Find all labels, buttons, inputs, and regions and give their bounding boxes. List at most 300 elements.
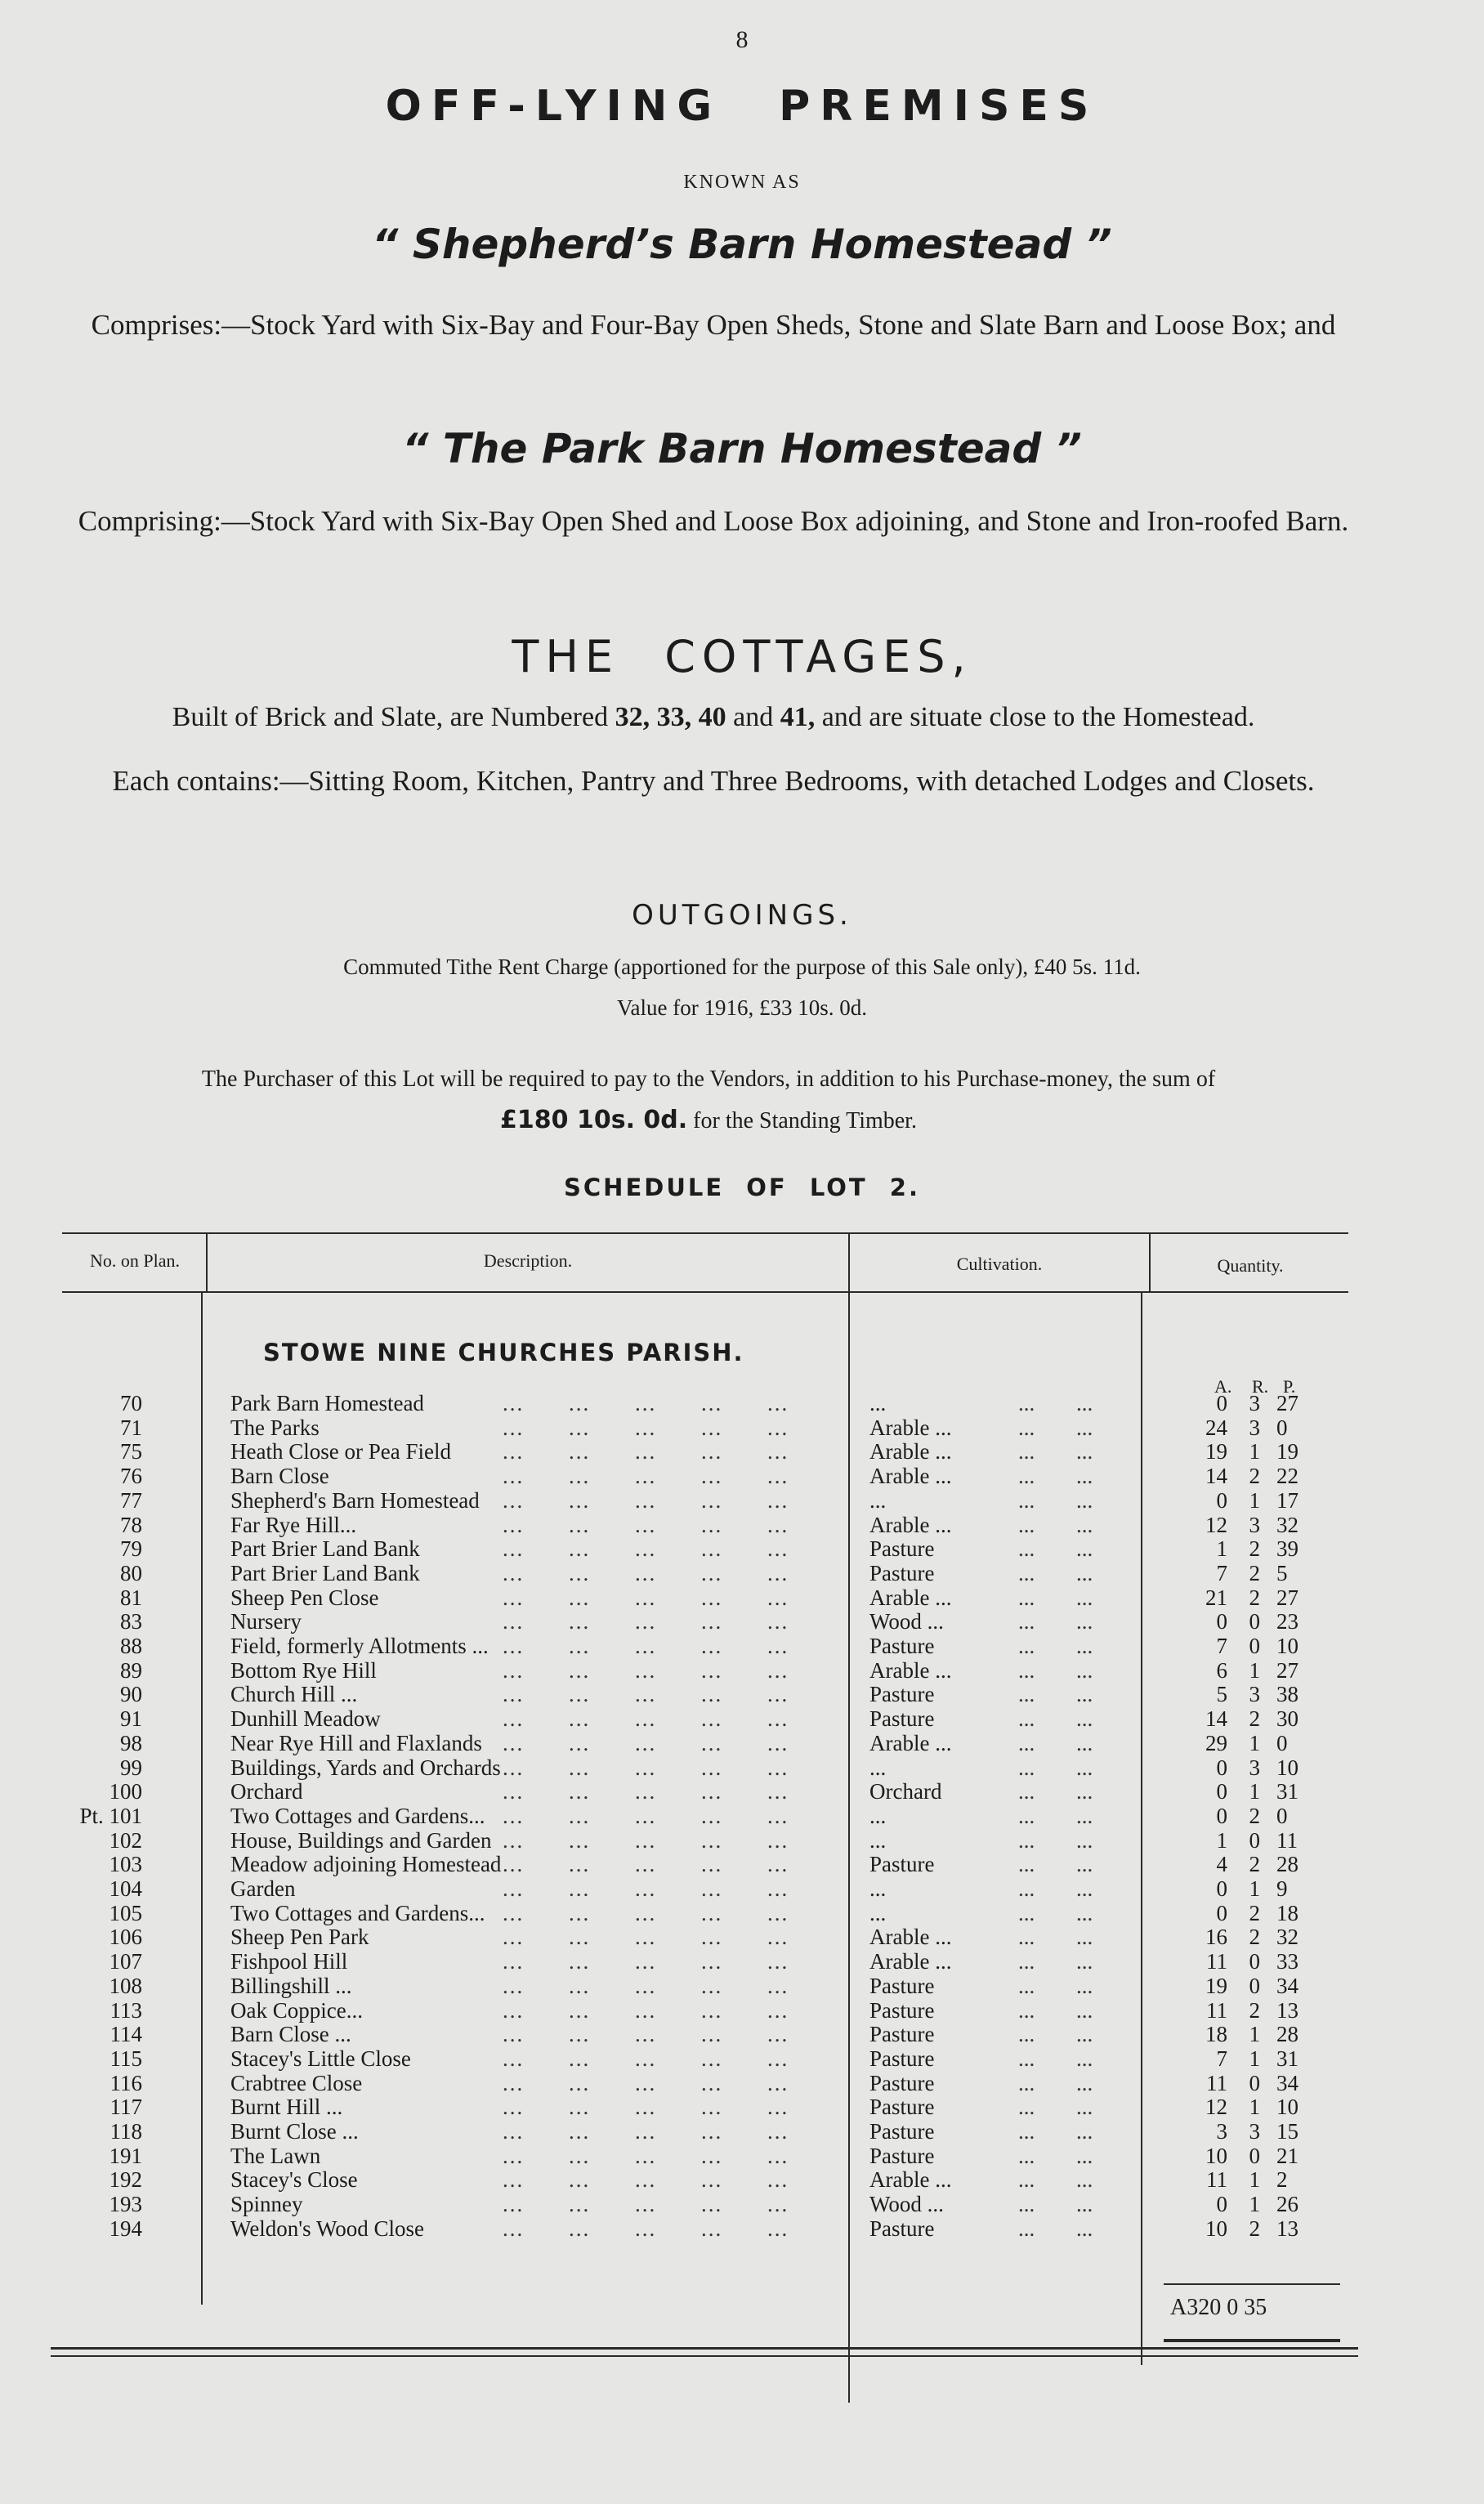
plan-number: 79: [120, 1536, 142, 1562]
row-description: Two Cottages and Gardens...: [230, 1900, 485, 1925]
quantity-perches: 5: [1276, 1560, 1288, 1585]
header-description: Description.: [483, 1250, 573, 1271]
leader-dots: ... ... ... ... ...: [503, 1852, 789, 1877]
quantity-perches: 21: [1276, 2143, 1298, 2168]
leader-dots: ... ...: [1018, 2192, 1093, 2217]
leader-dots: ... ...: [1018, 2216, 1093, 2241]
row-description: Two Cottages and Gardens...: [230, 1803, 485, 1828]
table-row: [0, 1731, 1484, 1755]
row-description: Stacey's Little Close: [230, 2046, 411, 2071]
quantity-acres: 4: [1216, 1852, 1227, 1877]
quantity-acres: 11: [1206, 2167, 1227, 2193]
row-description: Billingshill ...: [230, 1973, 352, 1998]
leader-dots: ... ...: [1018, 1973, 1093, 1998]
table-row: [0, 1561, 1484, 1585]
row-description: Shepherd's Barn Homestead: [230, 1487, 480, 1513]
plan-number: 102: [109, 1827, 142, 1853]
leader-dots: ... ...: [1018, 1876, 1093, 1901]
quantity-roods: 2: [1249, 1536, 1260, 1562]
tithe-line: Commuted Tithe Rent Charge (apportioned for the purpose of this Sale only), £40 5s. 11d.: [343, 955, 1141, 979]
purchaser-paragraph: [65, 1059, 1352, 1142]
row-cultivation: ...: [869, 1803, 887, 1828]
leader-dots: ... ... ... ... ...: [503, 2167, 789, 2193]
row-cultivation: Pasture: [869, 1560, 935, 1585]
leader-dots: ... ...: [1018, 1706, 1093, 1732]
row-cultivation: ...: [869, 1900, 887, 1925]
quantity-roods: 2: [1249, 1997, 1260, 2023]
row-cultivation: Wood ...: [869, 1609, 944, 1634]
quantity-roods: 1: [1249, 1657, 1260, 1683]
row-cultivation: Arable ...: [869, 1925, 952, 1950]
row-cultivation: Pasture: [869, 2046, 935, 2071]
leader-dots: ... ... ... ... ...: [503, 1925, 789, 1950]
leader-dots: ... ... ... ... ...: [503, 1682, 789, 1707]
plan-number: 107: [109, 1949, 142, 1974]
quantity-perches: 32: [1276, 1925, 1298, 1950]
quantity-acres: 16: [1205, 1925, 1227, 1950]
leader-dots: ... ... ... ... ...: [503, 2022, 789, 2047]
plan-number: 192: [109, 2167, 142, 2193]
quantity-roods: 3: [1249, 1512, 1260, 1537]
table-row: [0, 1876, 1484, 1901]
row-description: Orchard: [230, 1779, 303, 1804]
leader-dots: ... ...: [1018, 1487, 1093, 1513]
quantity-acres: 1: [1216, 1827, 1227, 1853]
quantity-perches: 10: [1276, 1634, 1298, 1658]
leader-dots: ... ... ... ... ...: [503, 1415, 789, 1440]
leader-dots: ... ... ... ... ...: [503, 2070, 789, 2095]
row-cultivation: Arable ...: [869, 1949, 952, 1974]
quantity-acres: 0: [1216, 1755, 1227, 1780]
shepherds-barn-heading: “ Shepherd’s Barn Homestead ”: [372, 221, 1112, 268]
leader-dots: ... ... ... ... ...: [503, 1657, 789, 1683]
leader-dots: ... ...: [1018, 1682, 1093, 1707]
quantity-perches: 23: [1276, 1609, 1298, 1634]
row-description: The Lawn: [230, 2143, 321, 2168]
quantity-roods: 1: [1249, 1439, 1260, 1464]
row-cultivation: Arable ...: [869, 1730, 952, 1755]
quantity-roods: 1: [1249, 2167, 1260, 2193]
row-description: Stacey's Close: [230, 2167, 358, 2193]
table-row: [0, 1585, 1484, 1610]
header-cultivation: Cultivation.: [956, 1254, 1043, 1274]
leader-dots: ... ...: [1018, 1415, 1093, 1440]
total-double-rule: [1164, 2339, 1340, 2342]
row-description: Barn Close: [230, 1464, 329, 1489]
quantity-perches: 33: [1276, 1949, 1298, 1974]
quantity-roods: 2: [1249, 1560, 1260, 1585]
table-row: [0, 2022, 1484, 2046]
row-cultivation: Pasture: [869, 2143, 935, 2168]
purchaser-text-post: for the Standing Timber.: [687, 1108, 917, 1134]
quantity-acres: 18: [1205, 2022, 1227, 2047]
leader-dots: ... ... ... ... ...: [503, 1439, 789, 1464]
leader-dots: ... ... ... ... ...: [503, 1949, 789, 1974]
quantity-perches: 39: [1276, 1536, 1298, 1562]
quantity-roods: 0: [1249, 1949, 1260, 1974]
table-top-rule: [62, 1232, 1348, 1234]
leader-dots: ... ... ... ... ...: [503, 1391, 789, 1415]
row-cultivation: Arable ...: [869, 1439, 952, 1464]
row-cultivation: Pasture: [869, 1536, 935, 1562]
table-row: [0, 1439, 1484, 1464]
leader-dots: ... ...: [1018, 1900, 1093, 1925]
row-description: Dunhill Meadow: [230, 1706, 381, 1732]
value-line: Value for 1916, £33 10s. 0d.: [617, 995, 867, 1020]
quantity-acres: 1: [1216, 1536, 1227, 1562]
leader-dots: ... ...: [1018, 1827, 1093, 1853]
leader-dots: ... ...: [1018, 1755, 1093, 1780]
row-description: Part Brier Land Bank: [230, 1536, 420, 1562]
quantity-perches: 13: [1276, 2216, 1298, 2241]
quantity-perches: 2: [1276, 2167, 1288, 2193]
row-cultivation: Arable ...: [869, 1585, 952, 1610]
quantity-acres: 21: [1205, 1585, 1227, 1610]
plan-number: 80: [120, 1560, 142, 1585]
row-cultivation: Orchard: [869, 1779, 942, 1804]
quantity-roods: 1: [1249, 2046, 1260, 2071]
table-row: [0, 1513, 1484, 1537]
plan-number: 99: [120, 1755, 142, 1780]
row-cultivation: Pasture: [869, 2216, 935, 2241]
table-row: [0, 1536, 1484, 1561]
row-cultivation: ...: [869, 1391, 887, 1415]
quantity-roods: 2: [1249, 1852, 1260, 1877]
park-barn-heading: “ The Park Barn Homestead ”: [402, 425, 1082, 472]
row-description: Buildings, Yards and Orchards: [230, 1755, 501, 1780]
table-row: [0, 1852, 1484, 1876]
row-description: Far Rye Hill...: [230, 1512, 357, 1537]
quantity-perches: 27: [1276, 1657, 1298, 1683]
cottages-contents-paragraph: Each contains:—Sitting Room, Kitchen, Pantry and Three Bedrooms, with detached Lodges and Closets.: [112, 765, 1315, 797]
quantity-perches: 10: [1276, 1755, 1298, 1780]
quantity-acres: 29: [1205, 1730, 1227, 1755]
quantity-roods: 1: [1249, 1487, 1260, 1513]
leader-dots: ... ... ... ... ...: [503, 1900, 789, 1925]
leader-dots: ... ...: [1018, 2046, 1093, 2071]
leader-dots: ... ...: [1018, 1609, 1093, 1634]
row-description: House, Buildings and Garden: [230, 1827, 492, 1853]
leader-dots: ... ...: [1018, 1730, 1093, 1755]
row-description: Barn Close ...: [230, 2022, 351, 2047]
total-rule: [1164, 2283, 1340, 2285]
row-description: Bottom Rye Hill: [230, 1657, 377, 1683]
table-row: [0, 2167, 1484, 2192]
row-cultivation: Pasture: [869, 1852, 935, 1877]
cottage-numbers-1: 32, 33, 40: [615, 702, 726, 732]
header-quantity: Quantity.: [1217, 1255, 1284, 1276]
quantity-roods: 1: [1249, 2022, 1260, 2047]
quantity-roods: 3: [1249, 1682, 1260, 1707]
table-row: [0, 2095, 1484, 2119]
leader-dots: ... ...: [1018, 2095, 1093, 2120]
leader-dots: ... ... ... ... ...: [503, 2046, 789, 2071]
cottages-text-pre: Built of Brick and Slate, are Numbered: [172, 702, 615, 732]
table-row: [0, 1391, 1484, 1415]
column-divider-1: [206, 1234, 208, 1291]
shepherds-barn-description: Comprises:—Stock Yard with Six-Bay and Four-Bay Open Sheds, Stone and Slate Barn and Loose Box; and: [91, 309, 1336, 341]
row-cultivation: Arable ...: [869, 1657, 952, 1683]
quantity-roods: 0: [1249, 1609, 1260, 1634]
plan-number: 71: [120, 1415, 142, 1440]
plan-number: 105: [109, 1900, 142, 1925]
table-row: [0, 1464, 1484, 1488]
schedule-title: SCHEDULE OF LOT 2.: [564, 1174, 920, 1201]
quantity-perches: 0: [1276, 1803, 1288, 1828]
leader-dots: ... ... ... ... ...: [503, 1560, 789, 1585]
row-description: Oak Coppice...: [230, 1997, 363, 2023]
table-row: [0, 1925, 1484, 1949]
quantity-perches: 18: [1276, 1900, 1298, 1925]
leader-dots: ... ... ... ... ...: [503, 1876, 789, 1901]
plan-number: 114: [110, 2022, 142, 2047]
row-cultivation: Pasture: [869, 2119, 935, 2144]
row-cultivation: Pasture: [869, 1706, 935, 1732]
table-row: [0, 1804, 1484, 1828]
quantity-roods: 2: [1249, 1803, 1260, 1828]
row-description: Burnt Close ...: [230, 2119, 359, 2144]
quantity-acres: 24: [1205, 1415, 1227, 1440]
quantity-roods: 3: [1249, 1391, 1260, 1415]
quantity-acres: 11: [1206, 2070, 1227, 2095]
plan-number: 191: [109, 2143, 142, 2168]
quantity-roods: 0: [1249, 2143, 1260, 2168]
quantity-roods: 2: [1249, 1900, 1260, 1925]
leader-dots: ... ...: [1018, 2119, 1093, 2144]
leader-dots: ... ... ... ... ...: [503, 1634, 789, 1658]
quantity-perches: 10: [1276, 2095, 1298, 2120]
leader-dots: ... ...: [1018, 1512, 1093, 1537]
row-description: Weldon's Wood Close: [230, 2216, 425, 2241]
quantity-acres: 0: [1216, 1779, 1227, 1804]
leader-dots: ... ... ... ... ...: [503, 2143, 789, 2168]
plan-number: 104: [109, 1876, 142, 1901]
table-row: [0, 1488, 1484, 1513]
table-row: [0, 1682, 1484, 1706]
table-row: [0, 1949, 1484, 1974]
row-cultivation: ...: [869, 1487, 887, 1513]
table-row: [0, 1658, 1484, 1683]
quantity-perches: 28: [1276, 2022, 1298, 2047]
plan-number: 116: [110, 2070, 142, 2095]
plan-number: 103: [109, 1852, 142, 1877]
plan-number: 115: [110, 2046, 142, 2071]
column-divider-3: [1149, 1234, 1151, 1291]
quantity-perches: 34: [1276, 2070, 1298, 2095]
table-row: [0, 1755, 1484, 1780]
quantity-acres: 5: [1216, 1682, 1227, 1707]
row-description: Meadow adjoining Homestead: [230, 1852, 502, 1877]
plan-number: 88: [120, 1634, 142, 1658]
plan-number: 83: [120, 1609, 142, 1634]
quantity-roods: 0: [1249, 1827, 1260, 1853]
row-cultivation: Pasture: [869, 2022, 935, 2047]
plan-number: 76: [120, 1464, 142, 1489]
plan-number: Pt. 101: [79, 1803, 142, 1828]
table-row: [0, 2144, 1484, 2168]
row-description: Park Barn Homestead: [230, 1391, 424, 1415]
leader-dots: ... ... ... ... ...: [503, 1487, 789, 1513]
quantity-roods: 1: [1249, 2192, 1260, 2217]
quantity-acres: 0: [1216, 1391, 1227, 1415]
leader-dots: ... ...: [1018, 1391, 1093, 1415]
quantity-roods: 2: [1249, 1706, 1260, 1732]
plan-number: 90: [120, 1682, 142, 1707]
row-description: Church Hill ...: [230, 1682, 358, 1707]
quantity-perches: 22: [1276, 1464, 1298, 1489]
quantity-roods: 2: [1249, 1925, 1260, 1950]
leader-dots: ... ...: [1018, 1585, 1093, 1610]
quantity-perches: 11: [1276, 1827, 1298, 1853]
table-row: [0, 1609, 1484, 1634]
row-description: Field, formerly Allotments ...: [230, 1634, 489, 1658]
plan-number: 91: [120, 1706, 142, 1732]
table-bottom-rule-1: [51, 2347, 1358, 2350]
table-header-rule: [62, 1291, 1348, 1293]
quantity-acres: 6: [1216, 1657, 1227, 1683]
row-description: Spinney: [230, 2192, 303, 2217]
leader-dots: ... ...: [1018, 2070, 1093, 2095]
plan-number: 100: [109, 1779, 142, 1804]
plan-number: 75: [120, 1439, 142, 1464]
table-row: [0, 2071, 1484, 2095]
quantity-perches: 26: [1276, 2192, 1298, 2217]
row-description: Crabtree Close: [230, 2070, 363, 2095]
plan-number: 98: [120, 1730, 142, 1755]
row-cultivation: Pasture: [869, 1973, 935, 1998]
leader-dots: ... ... ... ... ...: [503, 1755, 789, 1780]
header-no-on-plan: No. on Plan.: [90, 1250, 180, 1271]
row-cultivation: Pasture: [869, 1682, 935, 1707]
row-cultivation: Pasture: [869, 1997, 935, 2023]
quantity-roods: 1: [1249, 2095, 1260, 2120]
quantity-acres: 0: [1216, 1803, 1227, 1828]
table-row: [0, 1828, 1484, 1853]
row-cultivation: ...: [869, 1827, 887, 1853]
quantity-acres: 12: [1205, 1512, 1227, 1537]
row-description: Sheep Pen Close: [230, 1585, 379, 1610]
row-description: The Parks: [230, 1415, 320, 1440]
leader-dots: ... ... ... ... ...: [503, 2095, 789, 2120]
leader-dots: ... ...: [1018, 1439, 1093, 1464]
quantity-perches: 38: [1276, 1682, 1298, 1707]
quantity-roods: 2: [1249, 1464, 1260, 1489]
leader-dots: ... ... ... ... ...: [503, 1997, 789, 2023]
leader-dots: ... ... ... ... ...: [503, 2119, 789, 2144]
parish-heading: STOWE NINE CHURCHES PARISH.: [263, 1339, 744, 1366]
plan-number: 77: [120, 1487, 142, 1513]
row-cultivation: ...: [869, 1755, 887, 1780]
cottages-text-and: and: [726, 702, 780, 732]
leader-dots: ... ...: [1018, 2167, 1093, 2193]
plan-number: 118: [110, 2119, 142, 2144]
leader-dots: ... ... ... ... ...: [503, 1803, 789, 1828]
quantity-roods: 0: [1249, 2070, 1260, 2095]
cottages-heading: THE COTTAGES,: [512, 631, 972, 682]
table-row: [0, 1415, 1484, 1440]
quantity-perches: 27: [1276, 1391, 1298, 1415]
leader-dots: ... ...: [1018, 1779, 1093, 1804]
table-row: [0, 1634, 1484, 1658]
leader-dots: ... ...: [1018, 1925, 1093, 1950]
leader-dots: ... ...: [1018, 1634, 1093, 1658]
total-quantity: A320 0 35: [1170, 2295, 1267, 2320]
leader-dots: ... ...: [1018, 1852, 1093, 1877]
quantity-perches: 13: [1276, 1997, 1298, 2023]
quantity-acres: 0: [1216, 1876, 1227, 1901]
quantity-perches: 34: [1276, 1973, 1298, 1998]
quantity-roods: 1: [1249, 1730, 1260, 1755]
quantity-roods: 3: [1249, 2119, 1260, 2144]
leader-dots: ... ... ... ... ...: [503, 1464, 789, 1489]
quantity-acres: 0: [1216, 2192, 1227, 2217]
leader-dots: ... ... ... ... ...: [503, 1585, 789, 1610]
leader-dots: ... ... ... ... ...: [503, 2216, 789, 2241]
quantity-perches: 30: [1276, 1706, 1298, 1732]
leader-dots: ... ... ... ... ...: [503, 1779, 789, 1804]
quantity-acres: 0: [1216, 1900, 1227, 1925]
plan-number: 193: [109, 2192, 142, 2217]
quantity-perches: 15: [1276, 2119, 1298, 2144]
table-row: [0, 1998, 1484, 2023]
quantity-acres: 7: [1216, 2046, 1227, 2071]
quantity-acres: 10: [1205, 2216, 1227, 2241]
row-description: Fishpool Hill: [230, 1949, 348, 1974]
quantity-acres: 14: [1205, 1706, 1227, 1732]
leader-dots: ... ... ... ... ...: [503, 1706, 789, 1732]
quantity-perches: 27: [1276, 1585, 1298, 1610]
quantity-roods: 0: [1249, 1973, 1260, 1998]
row-description: Part Brier Land Bank: [230, 1560, 420, 1585]
table-row: [0, 2216, 1484, 2241]
quantity-roods: 1: [1249, 1779, 1260, 1804]
leader-dots: ... ...: [1018, 1464, 1093, 1489]
row-cultivation: Arable ...: [869, 1512, 952, 1537]
plan-number: 113: [110, 1997, 142, 2023]
row-description: Burnt Hill ...: [230, 2095, 343, 2120]
leader-dots: ... ... ... ... ...: [503, 1973, 789, 1998]
row-cultivation: Arable ...: [869, 1415, 952, 1440]
cottages-numbers-paragraph: [70, 695, 1357, 740]
quantity-perches: 32: [1276, 1512, 1298, 1537]
quantity-acres: 0: [1216, 1609, 1227, 1634]
quantity-perches: 31: [1276, 2046, 1298, 2071]
quantity-roods: 2: [1249, 2216, 1260, 2241]
quantity-acres: 7: [1216, 1634, 1227, 1658]
quantity-perches: 31: [1276, 1779, 1298, 1804]
quantity-acres: 3: [1216, 2119, 1227, 2144]
leader-dots: ... ...: [1018, 2022, 1093, 2047]
plan-number: 89: [120, 1657, 142, 1683]
quantity-perches: 19: [1276, 1439, 1298, 1464]
row-description: Heath Close or Pea Field: [230, 1439, 451, 1464]
leader-dots: ... ...: [1018, 1997, 1093, 2023]
table-row: [0, 1901, 1484, 1925]
leader-dots: ... ...: [1018, 1536, 1093, 1562]
row-description: Near Rye Hill and Flaxlands: [230, 1730, 482, 1755]
timber-amount: £180 10s. 0d.: [500, 1106, 688, 1134]
leader-dots: ... ...: [1018, 1949, 1093, 1974]
leader-dots: ... ...: [1018, 1803, 1093, 1828]
row-cultivation: Arable ...: [869, 1464, 952, 1489]
row-cultivation: Pasture: [869, 2070, 935, 2095]
plan-number: 194: [109, 2216, 142, 2241]
table-row: [0, 2119, 1484, 2144]
quantity-acres: 10: [1205, 2143, 1227, 2168]
quantity-roods: 0: [1249, 1634, 1260, 1658]
known-as-label: KNOWN AS: [683, 172, 801, 193]
quantity-roods: 2: [1249, 1585, 1260, 1610]
